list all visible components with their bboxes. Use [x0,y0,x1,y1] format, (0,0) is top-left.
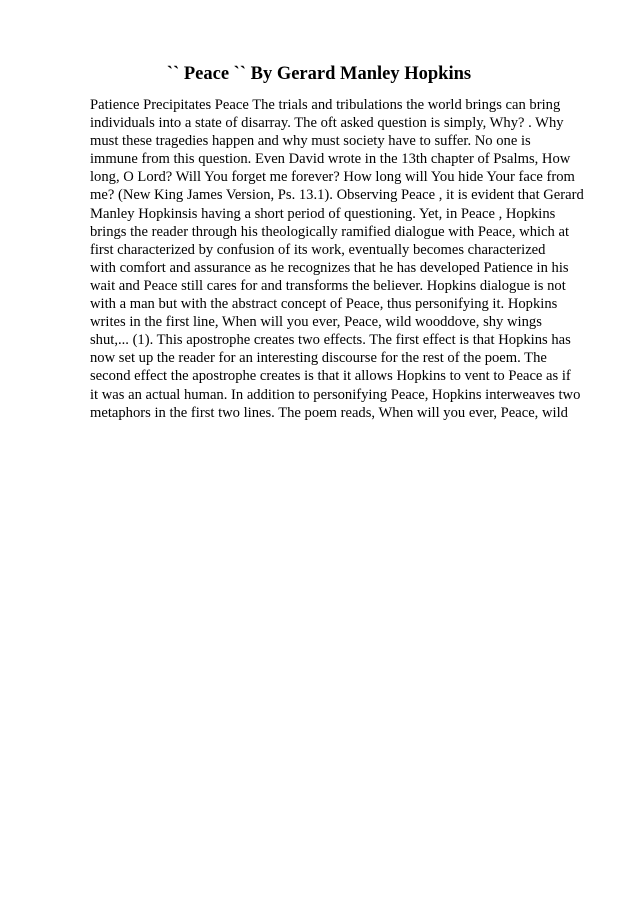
body-line: Manley Hopkinsis having a short period of questioning. Yet, in Peace , Hopkins [90,205,556,222]
body-line: individuals into a state of disarray. The oft asked question is simply, Why? . Why [90,115,564,132]
body-line: wait and Peace still cares for and transforms the believer. Hopkins dialogue is not [90,277,566,294]
body-line: now set up the reader for an interesting discourse for the rest of the poem. The [90,350,547,367]
body-line: shut,... (1). This apostrophe creates two effects. The first effect is that Hopkins has [90,332,571,349]
body-line: with a man but with the abstract concept of Peace, thus personifying it. Hopkins [90,296,558,313]
body-line: Patience Precipitates Peace The trials and tribulations the world brings can bring [90,97,561,113]
body-line: brings the reader through his theologically ramified dialogue with Peace, which at [90,223,570,240]
body-line: first characterized by confusion of its work, eventually becomes characterized [90,241,546,258]
body-line: must these tragedies happen and why must society have to suffer. No one is [90,133,531,150]
body-line: me? (New King James Version, Ps. 13.1). Observing Peace , it is evident that Gerard [90,187,584,204]
document-body [90,96,584,422]
body-line: with comfort and assurance as he recognizes that he has developed Patience in his [90,259,569,276]
document-title: `` Peace `` By Gerard Manley Hopkins [166,64,472,84]
body-line: it was an actual human. In addition to personifying Peace, Hopkins interweaves two [90,386,581,403]
body-line: long, O Lord? Will You forget me forever? How long will You hide Your face from [90,169,575,186]
body-line: writes in the first line, When will you ever, Peace, wild wooddove, shy wings [90,314,542,331]
body-line: second effect the apostrophe creates is that it allows Hopkins to vent to Peace as if [90,368,571,385]
body-line: immune from this question. Even David wrote in the 13th chapter of Psalms, How [90,151,571,168]
body-line: metaphors in the first two lines. The poem reads, When will you ever, Peace, wild [90,404,568,421]
